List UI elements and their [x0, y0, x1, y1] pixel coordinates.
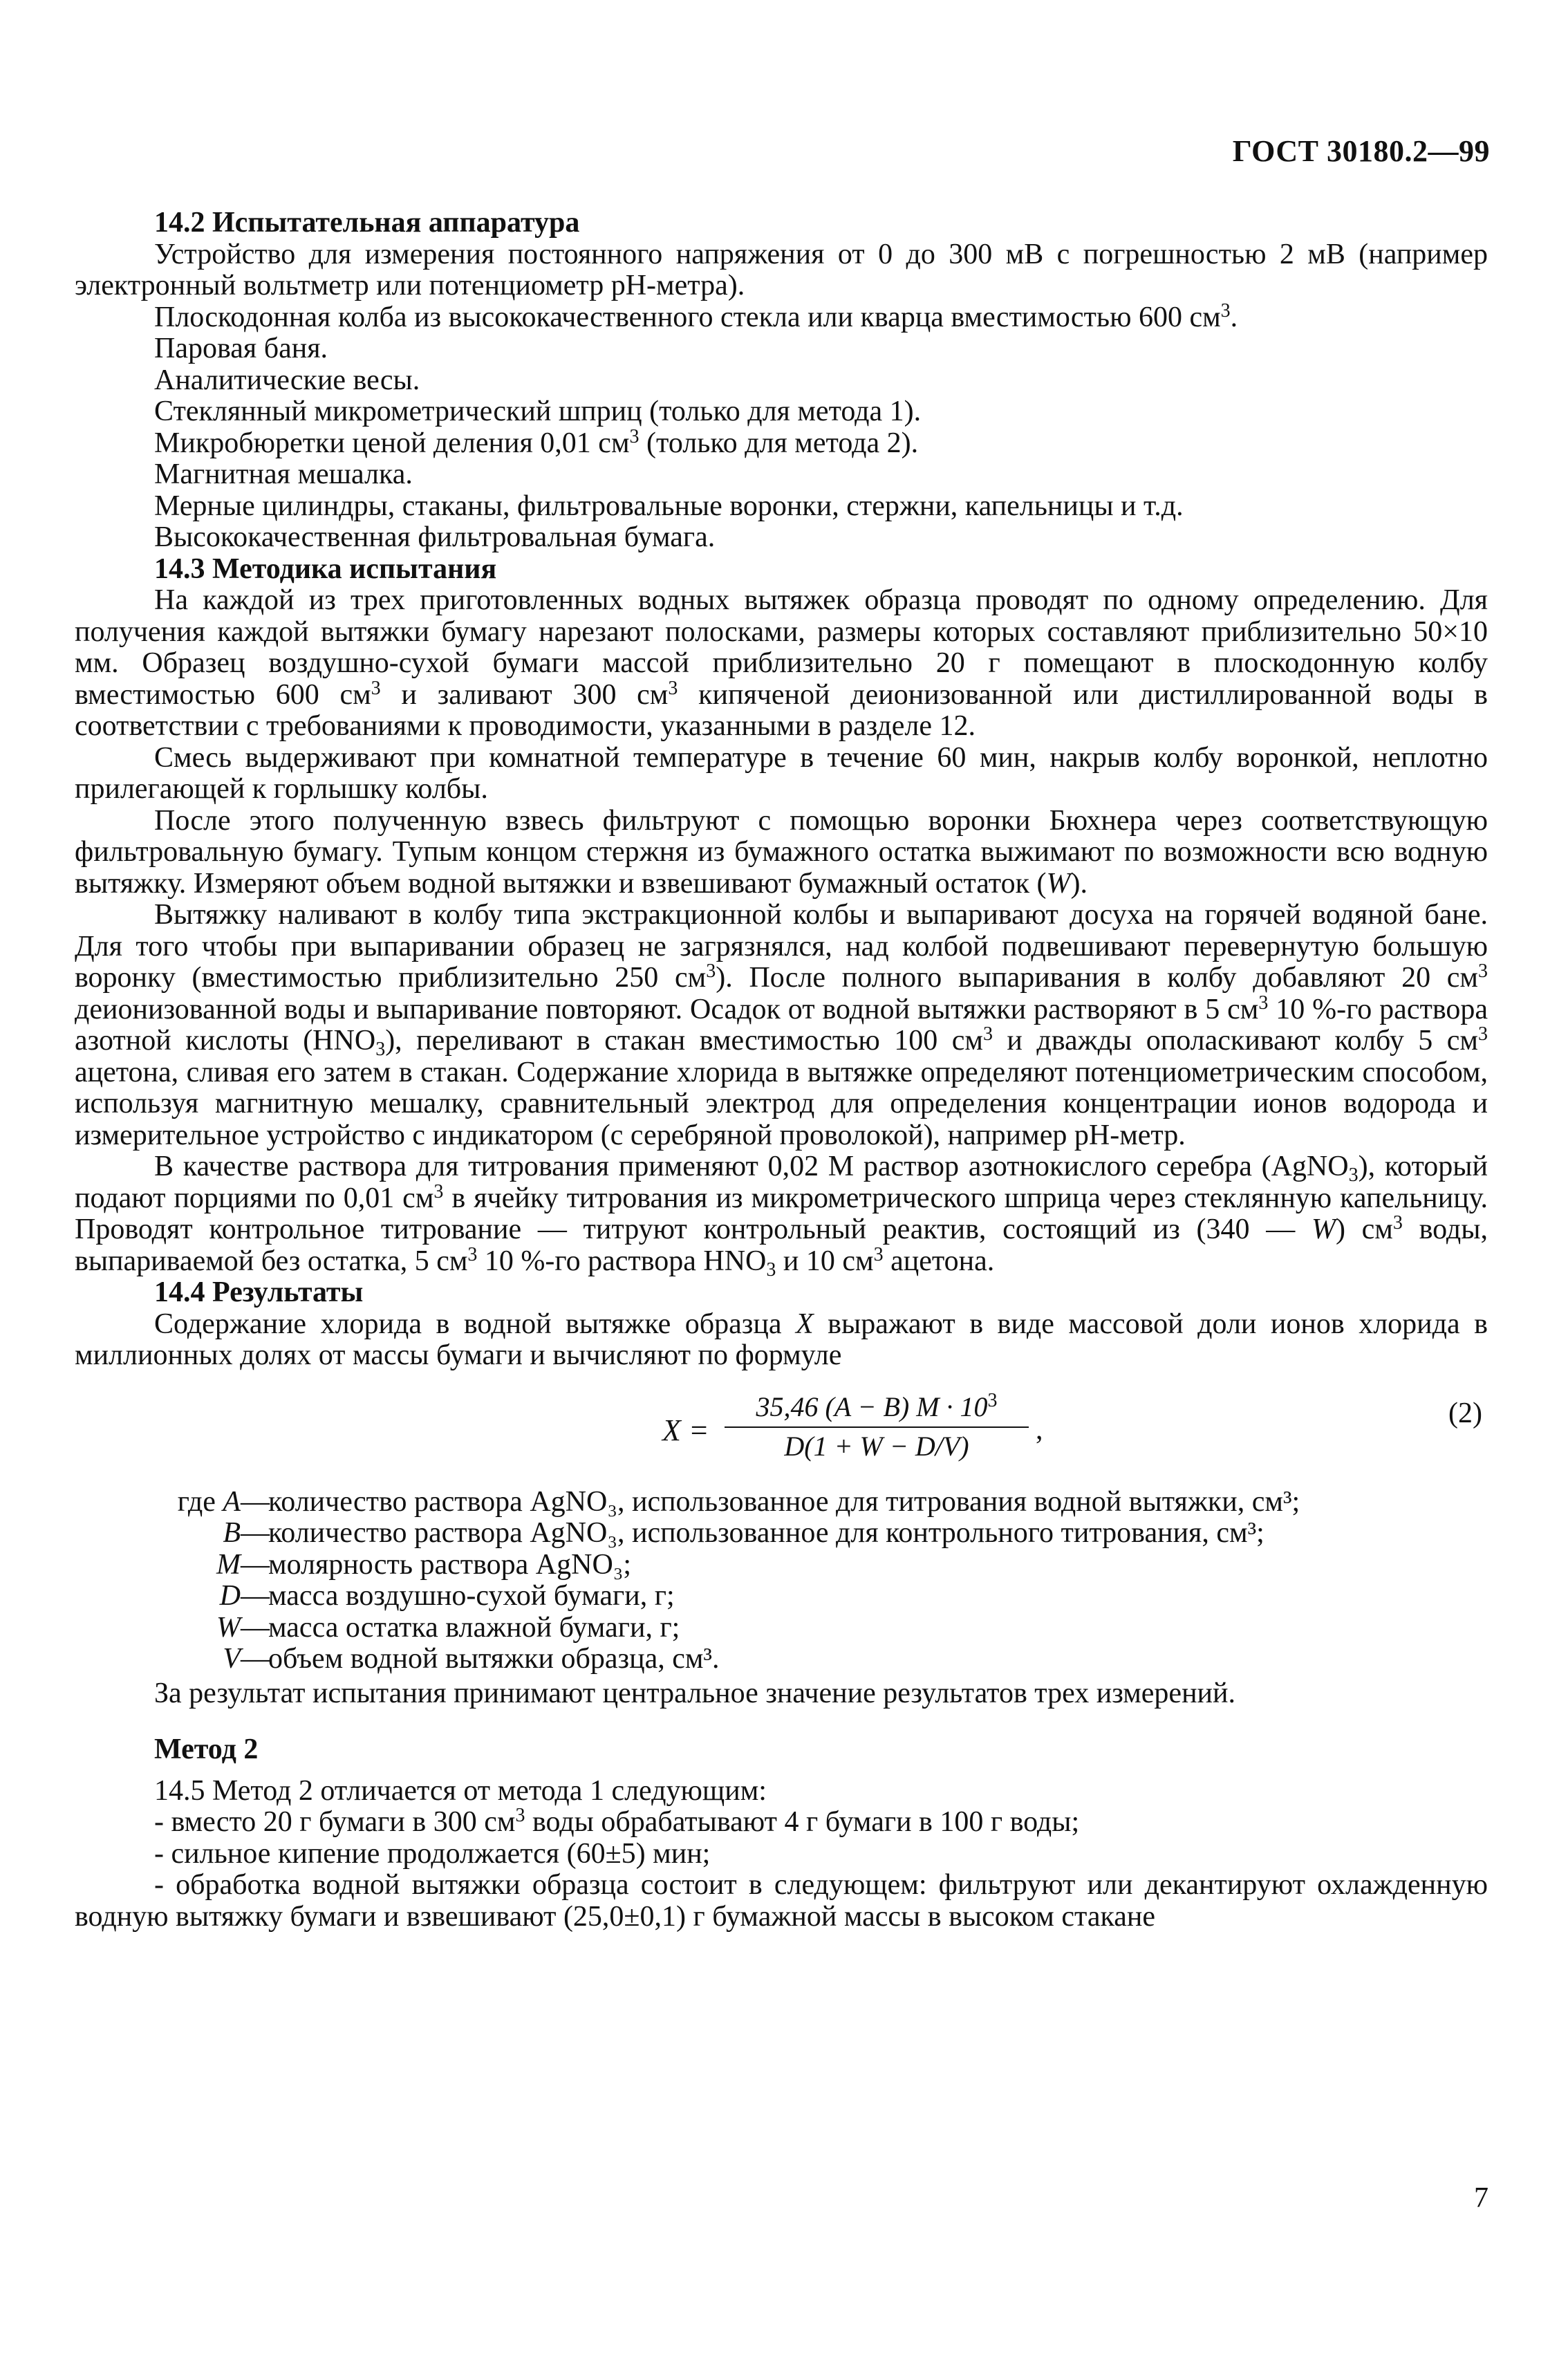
definition-row: где A — количество раствора AgNO₃, использованное для титрования водной вытяжки, см³; [177, 1485, 1300, 1518]
list-item: Паровая баня. [154, 333, 328, 364]
list-item: Аналитические весы. [154, 364, 420, 396]
page-body [75, 207, 1488, 1933]
paragraph: Содержание хлорида в водной вытяжке образца X выражают в виде массовой доли ионов хлорида в миллионных долях от массы бумаги и вычисляют по формуле [75, 1308, 1488, 1371]
variable-definitions [75, 1487, 1488, 1675]
definition-row: B — количество раствора AgNO₃, использованное для контрольного титрования, см³; [223, 1517, 1264, 1549]
document-header: ГОСТ 30180.2—99 [1232, 134, 1490, 168]
section-14-4-title: 14.4 Результаты [154, 1276, 364, 1308]
list-item: - вместо 20 г бумаги в 300 $см^3$ воды обрабатывают 4 г бумаги в 100 г воды; [154, 1805, 1080, 1838]
list-item: Мерные цилиндры, стаканы, фильтровальные воронки, стержни, капельницы и т.д. [154, 490, 1184, 522]
list-item: Магнитная мешалка. [154, 458, 413, 490]
list-item: Плоскодонная колба из высококачественного стекла или кварца вместимостью 600 $см^3$. [154, 299, 1238, 333]
definition-row: V — объем водной вытяжки образца, см³. [223, 1643, 720, 1675]
definition-row: D — масса воздушно-сухой бумаги, г; [219, 1580, 675, 1612]
paragraph: На каждой из трех приготовленных водных вытяжек образца проводят по одному определению. Для получения каждой вытяжки бумагу нарезают полосками, размеры которых составляют приблизительно 50×10 мм. Образец воздушно-сухой бумаги массой приблизительно 20 г помещают в плоскодонную колбу вместимостью 600 $см^3$ и заливают 300 $см^3$ кипяченой деионизованной или дистиллированной воды в соответствии с требованиями к проводимости, указанными в разделе 12. [75, 584, 1488, 742]
paragraph: Смесь выдерживают при комнатной температуре в течение 60 мин, накрыв колбу воронкой, неплотно прилегающей к горлышку колбы. [75, 741, 1488, 805]
equation-number: (2) [1448, 1397, 1482, 1429]
definition-row: M — молярность раствора AgNO₃; [216, 1548, 632, 1581]
paragraph: После этого полученную взвесь фильтруют с помощью воронки Бюхнера через соответствующую фильтровальную бумагу. Тупым концом стержня из бумажного остатка выжимают по возможности всю водную вытяжку. Измеряют объем водной вытяжки и взвешивают бумажный остаток (W). [75, 804, 1488, 900]
formula-2 [75, 1384, 1488, 1481]
paragraph: В качестве раствора для титрования применяют 0,02 М раствор азотнокислого серебра (AgNO$_3$), который подают порциями по 0,01 $см^3$ в ячейку титрования из микрометрического шприца через стеклянную капельницу. Проводят контрольное титрование — титруют контрольный реактив, состоящий из (340 — W) $см^3$ воды, выпариваемой без остатка, 5 $см^3$ 10 %-го раствора $HNO_3$ и 10 $см^3$ ацетона. [75, 1151, 1488, 1281]
definition-row: W — масса остатка влажной бумаги, г; [216, 1611, 680, 1644]
formula-fraction [725, 1391, 1029, 1462]
paragraph: Устройство для измерения постоянного напряжения от 0 до 300 мВ с погрешностью 2 мВ (например электронный вольтметр или потенциометр рН-метра). [75, 238, 1488, 301]
list-item: Микробюретки ценой деления 0,01 $см^3$ (только для метода 2). [154, 425, 919, 459]
paragraph: Вытяжку наливают в колбу типа экстракционной колбы и выпаривают досуха на горячей водяной бане. Для того чтобы при выпаривании образец не загрязнялся, над колбой подвешивают перевернутую большую воронку (вместимостью приблизительно 250 $см^3$). После полного выпаривания в колбу добавляют 20 $см^3$ деионизованной воды и выпаривание повторяют. Осадок от водной вытяжки растворяют в 5 $см^3$ 10 %-го раствора азотной кислоты $(HNO_3)$, переливают в стакан вместимостью 100 $см^3$ и дважды ополаскивают колбу 5 $см^3$ ацетона, сливая его затем в стакан. Содержание хлорида в вытяжке определяют потенциометрическим способом, используя магнитную мешалку, сравнительный электрод для определения концентрации ионов водорода и измерительное устройство с индикатором (с серебряной проволокой), например рН-метр. [75, 899, 1488, 1151]
method-2-title: Метод 2 [154, 1733, 259, 1765]
formula-numerator: 35,46 (A − B) $M \cdot 10^3$ [725, 1391, 1029, 1429]
formula-comma: , [1036, 1413, 1043, 1446]
list-item: Высококачественная фильтровальная бумага. [154, 521, 716, 553]
section-14-3-title: 14.3 Методика испытания [154, 552, 497, 585]
page-number: 7 [1474, 2182, 1488, 2214]
section-14-2-title: 14.2 Испытательная аппаратура [154, 207, 580, 239]
list-item: Стеклянный микрометрический шприц (только для метода 1). [154, 396, 922, 427]
paragraph: 14.5 Метод 2 отличается от метода 1 следующим: [154, 1774, 767, 1807]
list-item: - сильное кипение продолжается (60±5) мин; [154, 1837, 711, 1870]
formula-lhs: X = [662, 1413, 709, 1447]
paragraph: За результат испытания принимают центральное значение результатов трех измерений. [154, 1677, 1236, 1709]
list-item: - обработка водной вытяжки образца состоит в следующем: фильтруют или декантируют охлажденную водную вытяжку бумаги и взвешивают (25,0±0,1) г бумажной массы в высоком стакане [75, 1869, 1488, 1933]
formula-denominator: D(1 + W − D/V) [784, 1431, 969, 1462]
